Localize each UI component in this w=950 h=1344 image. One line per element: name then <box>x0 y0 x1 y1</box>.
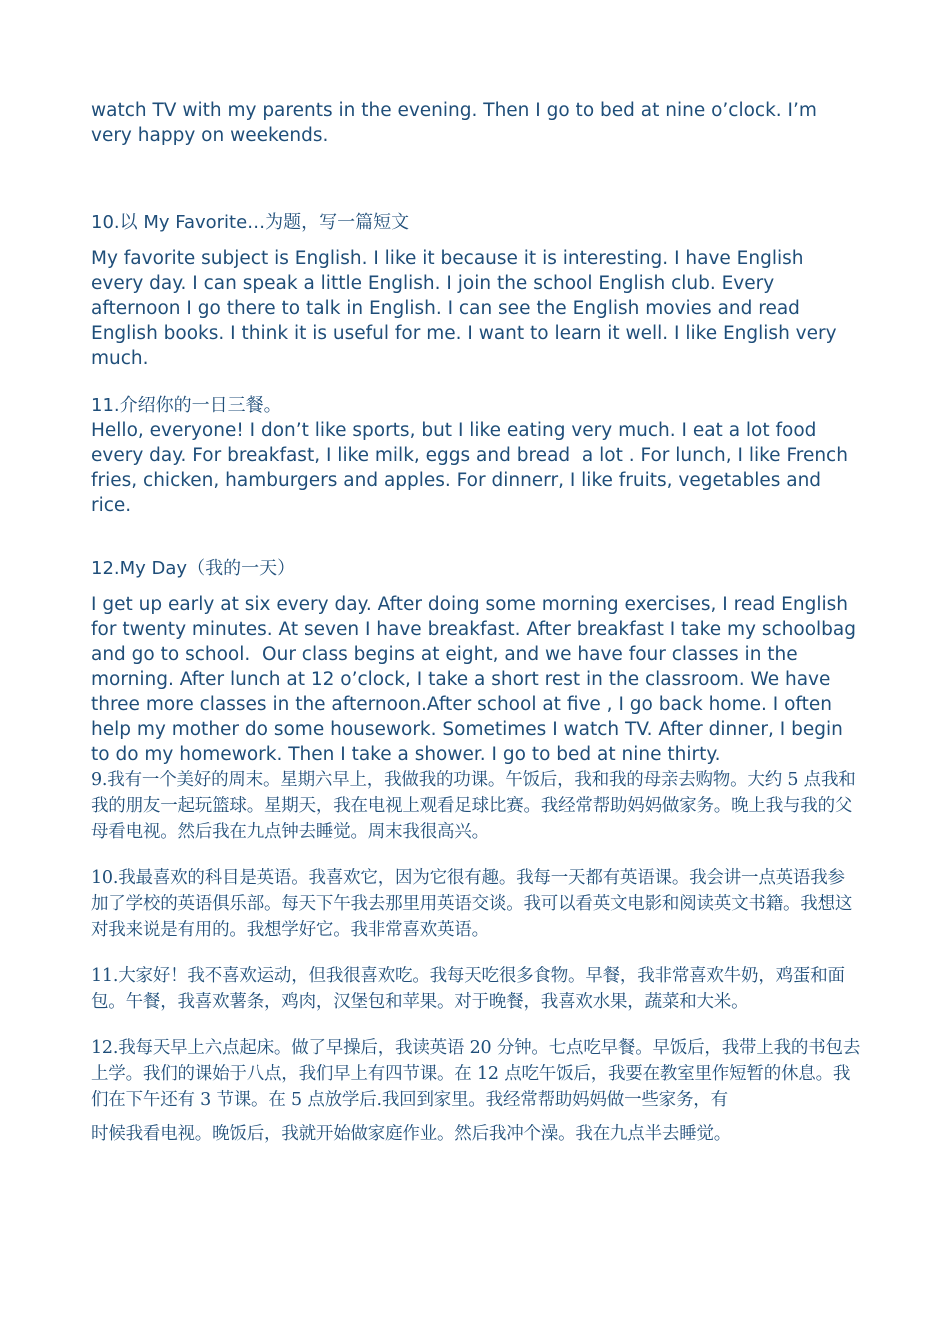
translation-10: 10.我最喜欢的科目是英语。我喜欢它，因为它很有趣。我每一天都有英语课。我会讲一点英语我参加了学校的英语俱乐部。每天下午我去那里用英语交谈。我可以看英文电影和阅读英文书籍。我想这对我来说是有用的。我想学好它。我非常喜欢英语。 <box>91 868 853 940</box>
document-page <box>91 98 861 1147</box>
essay12-heading: 12.My Day（我的一天） <box>91 558 296 579</box>
essay12-body: I get up early at six every day. After doing some morning exercises, I read English for twenty minutes. At seven I have breakfast. After breakfast I take my schoolbag and go to school. Our class begins at eight, and we have four classes in the morning. After lunch at 12 o’clock, I take a short rest in the classroom. We have three more classes in the afternoon.After school at five , I go back home. I often help my mother do some housework. Sometimes I watch TV. After dinner, I begin to do my homework. Then I take a shower. I go to bed at nine thirty. <box>91 594 862 765</box>
translation-12: 12.我每天早上六点起床。做了早操后，我读英语 20 分钟。七点吃早餐。早饭后，我带上我的书包去上学。我们的课始于八点，我们早上有四节课。在 12 点吃午饭后，我要在教室里作短暂的休息。我们在下午还有 3 节课。在 5 点放学后.我回到家里。我经常帮助妈妈做一些家务，有 <box>91 1038 861 1110</box>
essay10-heading: 10.以 My Favorite…为题，写一篇短文 <box>91 212 410 233</box>
essay9-tail: watch TV with my parents in the evening. Then I go to bed at nine o’clock. I’m very happy on weekends. <box>91 100 823 146</box>
essay11-body: Hello, everyone! I don’t like sports, but I like eating very much. I eat a lot food every day. For breakfast, I like milk, eggs and bread a lot . For lunch, I like French fries, chicken, hamburgers and apples. For dinnerr, I like fruits, vegetables and rice. <box>91 420 854 516</box>
translation-11: 11.大家好！我不喜欢运动，但我很喜欢吃。我每天吃很多食物。早餐，我非常喜欢牛奶，鸡蛋和面包。午餐，我喜欢薯条，鸡肉，汉堡包和苹果。对于晚餐，我喜欢水果，蔬菜和大米。 <box>91 966 845 1012</box>
translation-12-continued: 时候我看电视。晚饭后，我就开始做家庭作业。然后我冲个澡。我在九点半去睡觉。 <box>91 1124 732 1144</box>
essay11-heading: 11.介绍你的一日三餐。 <box>91 395 282 416</box>
essay10-body: My favorite subject is English. I like it because it is interesting. I have English every day. I can speak a little English. I join the school English club. Every afternoon I go there to talk in English. I can see the English movies and read English books. I think it is useful for me. I want to learn it well. I like English very much. <box>91 248 843 369</box>
translation-9: 9.我有一个美好的周末。星期六早上，我做我的功课。午饭后，我和我的母亲去购物。大约 5 点我和我的朋友一起玩篮球。星期天，我在电视上观看足球比赛。我经常帮助妈妈做家务。晚上我与我的父母看电视。然后我在九点钟去睡觉。周末我很高兴。 <box>91 770 856 842</box>
